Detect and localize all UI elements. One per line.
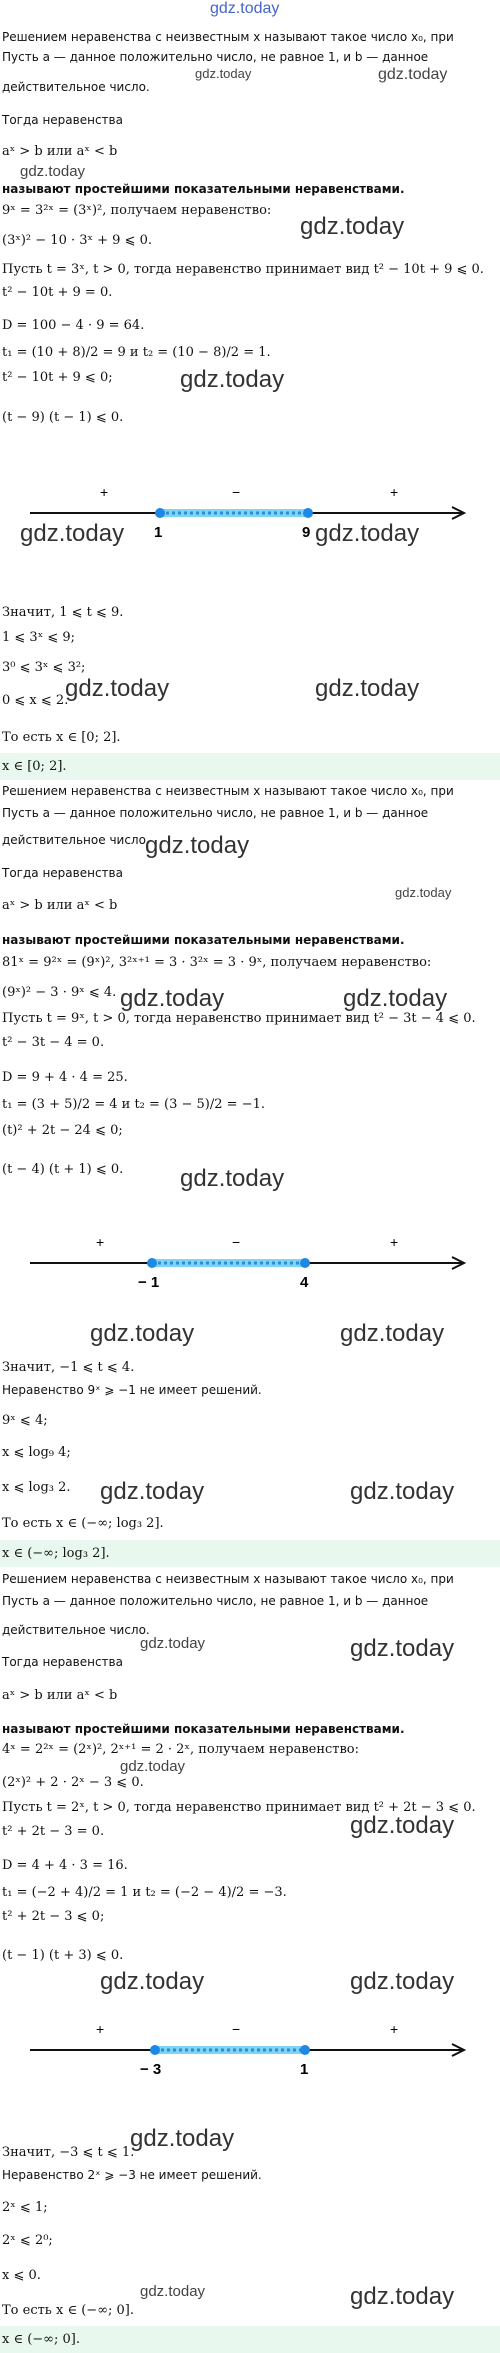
math-line: 2ˣ ⩽ 2⁰;	[2, 2233, 53, 2248]
math-line: t² + 2t − 3 ⩽ 0;	[2, 1909, 105, 1924]
math-line: D = 9 + 4 · 4 = 25.	[2, 1070, 128, 1085]
answer-text: x ∈ (−∞; log₃ 2].	[2, 1546, 110, 1561]
watermark: gdz.today	[120, 1758, 186, 1775]
math-line: Значит, −3 ⩽ t ⩽ 1.	[2, 2145, 135, 2160]
answer-box	[0, 753, 500, 780]
watermark: gdz.today	[20, 520, 125, 547]
math-line: D = 4 + 4 · 3 = 16.	[2, 1858, 128, 1873]
math-line: Значит, −1 ⩽ t ⩽ 4.	[2, 1360, 135, 1375]
heading-text: называют простейшими показательными неравенствами.	[2, 182, 405, 196]
watermark: gdz.today	[120, 985, 225, 1012]
math-line: x ⩽ 0.	[2, 2268, 41, 2283]
math-line: 81ˣ = 9²ˣ = (9ˣ)², 3²ˣ⁺¹ = 3 · 3²ˣ = 3 · 9ˣ, получаем неравенство:	[2, 955, 432, 970]
sign-label: +	[100, 484, 109, 500]
sign-label: −	[232, 484, 241, 500]
watermark: gdz.today	[90, 1320, 195, 1347]
point-label: 1	[154, 524, 163, 541]
math-line: 9ˣ = 3²ˣ = (3ˣ)², получаем неравенство:	[2, 203, 272, 218]
math-line: 3⁰ ⩽ 3ˣ ⩽ 3²;	[2, 660, 86, 675]
math-line: t₁ = (−2 + 4)/2 = 1 и t₂ = (−2 − 4)/2 = −3.	[2, 1885, 287, 1900]
definition-text: действительное число.	[2, 1623, 150, 1637]
watermark: gdz.today	[350, 1968, 455, 1995]
watermark: gdz.today	[350, 2283, 455, 2310]
watermark: gdz.today	[20, 163, 86, 180]
text-line: Неравенство 2ˣ ⩾ −3 не имеет решений.	[2, 2168, 262, 2182]
definition-text: действительное число.	[2, 80, 150, 94]
math-line: (3ˣ)² − 10 · 3ˣ + 9 ⩽ 0.	[2, 233, 153, 248]
math-line: То есть x ∈ (−∞; 0].	[2, 2303, 135, 2318]
sign-label: +	[390, 1234, 399, 1250]
math-line: То есть x ∈ (−∞; log₃ 2].	[2, 1516, 164, 1531]
number-line	[0, 2012, 500, 2102]
math-line: (t − 1) (t + 3) ⩽ 0.	[2, 1948, 124, 1963]
heading-text: называют простейшими показательными неравенствами.	[2, 933, 405, 947]
sign-label: −	[232, 1234, 241, 1250]
math-line: (t − 4) (t + 1) ⩽ 0.	[2, 1162, 124, 1177]
point-label: 9	[302, 524, 311, 541]
watermark: gdz.today	[350, 1478, 455, 1505]
math-line: То есть x ∈ [0; 2].	[2, 730, 121, 745]
watermark: gdz.today	[180, 366, 285, 393]
watermark: gdz.today	[140, 2283, 206, 2300]
watermark: gdz.today	[350, 1812, 455, 1839]
math-line: t² + 2t − 3 = 0.	[2, 1824, 105, 1839]
answer-box	[0, 1540, 500, 1567]
math-line: t₁ = (10 + 8)/2 = 9 и t₂ = (10 − 8)/2 = 1.	[2, 345, 271, 360]
watermark: gdz.today	[130, 2125, 235, 2152]
math-line: 0 ⩽ x ⩽ 2.	[2, 693, 69, 708]
sign-label: +	[390, 484, 399, 500]
answer-text: x ∈ [0; 2].	[2, 759, 67, 774]
text-line: Неравенство 9ˣ ⩾ −1 не имеет решений.	[2, 1383, 262, 1397]
watermark: gdz.today	[395, 885, 452, 900]
point-label: − 3	[140, 2061, 162, 2078]
watermark: gdz.today	[145, 832, 250, 859]
math-line: 9ˣ ⩽ 4;	[2, 1413, 48, 1428]
math-line: Пусть t = 9ˣ, t > 0, тогда неравенство принимает вид t² − 3t − 4 ⩽ 0.	[2, 1011, 476, 1026]
math-line: (9ˣ)² − 3 · 9ˣ ⩽ 4.	[2, 985, 117, 1000]
watermark: gdz.today	[350, 1635, 455, 1662]
watermark: gdz.today	[195, 66, 252, 81]
definition-text: действительное число.	[2, 833, 150, 847]
watermark: gdz.today	[100, 1478, 205, 1505]
math-line: (2ˣ)² + 2 · 2ˣ − 3 ⩽ 0.	[2, 1775, 144, 1790]
math-line: aˣ > b или aˣ < b	[2, 898, 118, 913]
definition-text: Решением неравенства с неизвестным x называют такое число x₀, при	[2, 1572, 454, 1586]
math-line: x ⩽ log₃ 2.	[2, 1480, 71, 1495]
sign-label: +	[390, 2021, 399, 2037]
watermark: gdz.today	[315, 675, 420, 702]
watermark: gdz.today	[340, 1320, 445, 1347]
math-line: x ⩽ log₉ 4;	[2, 1445, 71, 1460]
math-line: Пусть t = 2ˣ, t > 0, тогда неравенство принимает вид t² + 2t − 3 ⩽ 0.	[2, 1800, 476, 1815]
math-line: (t − 9) (t − 1) ⩽ 0.	[2, 410, 124, 425]
watermark: gdz.today	[65, 675, 170, 702]
math-line: Пусть t = 3ˣ, t > 0, тогда неравенство принимает вид t² − 10t + 9 ⩽ 0.	[2, 262, 484, 277]
definition-text: Решением неравенства с неизвестным x называют такое число x₀, при	[2, 784, 454, 798]
watermark: gdz.today	[378, 66, 448, 83]
point-label: 1	[300, 2061, 309, 2078]
text-line: Тогда неравенства	[2, 866, 123, 880]
math-line: Значит, 1 ⩽ t ⩽ 9.	[2, 605, 124, 620]
math-line: 4ˣ = 2²ˣ = (2ˣ)², 2ˣ⁺¹ = 2 · 2ˣ, получаем неравенство:	[2, 1742, 359, 1757]
math-line: t² − 10t + 9 ⩽ 0;	[2, 370, 113, 385]
math-line: aˣ > b или aˣ < b	[2, 1688, 118, 1703]
watermark: gdz.today	[180, 1165, 285, 1192]
math-line: t₁ = (3 + 5)/2 = 4 и t₂ = (3 − 5)/2 = −1.	[2, 1097, 265, 1112]
math-line: aˣ > b или aˣ < b	[2, 144, 118, 159]
answer-text: x ∈ (−∞; 0].	[2, 2332, 80, 2347]
answer-box	[0, 2326, 500, 2353]
sign-label: −	[232, 2021, 241, 2037]
number-line	[0, 1225, 500, 1315]
definition-text: Пусть a — данное положительно число, не равное 1, и b — данное	[2, 50, 429, 64]
watermark: gdz.today	[300, 213, 405, 240]
definition-text: Пусть a — данное положительно число, не равное 1, и b — данное	[2, 806, 429, 820]
text-line: Тогда неравенства	[2, 113, 123, 127]
math-line: t² − 10t + 9 = 0.	[2, 285, 113, 300]
math-line: t² − 3t − 4 = 0.	[2, 1035, 105, 1050]
definition-text: Решением неравенства с неизвестным x называют такое число x₀, при	[2, 30, 454, 44]
watermark: gdz.today	[100, 1968, 205, 1995]
watermark: gdz.today	[140, 1635, 206, 1652]
heading-text: называют простейшими показательными неравенствами.	[2, 1722, 405, 1736]
site-logo: gdz.today	[210, 0, 280, 17]
point-label: − 1	[138, 1274, 160, 1291]
sign-label: +	[96, 2021, 105, 2037]
math-line: (t)² + 2t − 24 ⩽ 0;	[2, 1123, 123, 1138]
watermark: gdz.today	[343, 985, 448, 1012]
math-line: 1 ⩽ 3ˣ ⩽ 9;	[2, 630, 76, 645]
definition-text: Пусть a — данное положительно число, не равное 1, и b — данное	[2, 1594, 429, 1608]
math-line: 2ˣ ⩽ 1;	[2, 2200, 48, 2215]
math-line: D = 100 − 4 · 9 = 64.	[2, 318, 145, 333]
watermark: gdz.today	[315, 520, 420, 547]
point-label: 4	[300, 1274, 309, 1291]
sign-label: +	[96, 1234, 105, 1250]
text-line: Тогда неравенства	[2, 1655, 123, 1669]
